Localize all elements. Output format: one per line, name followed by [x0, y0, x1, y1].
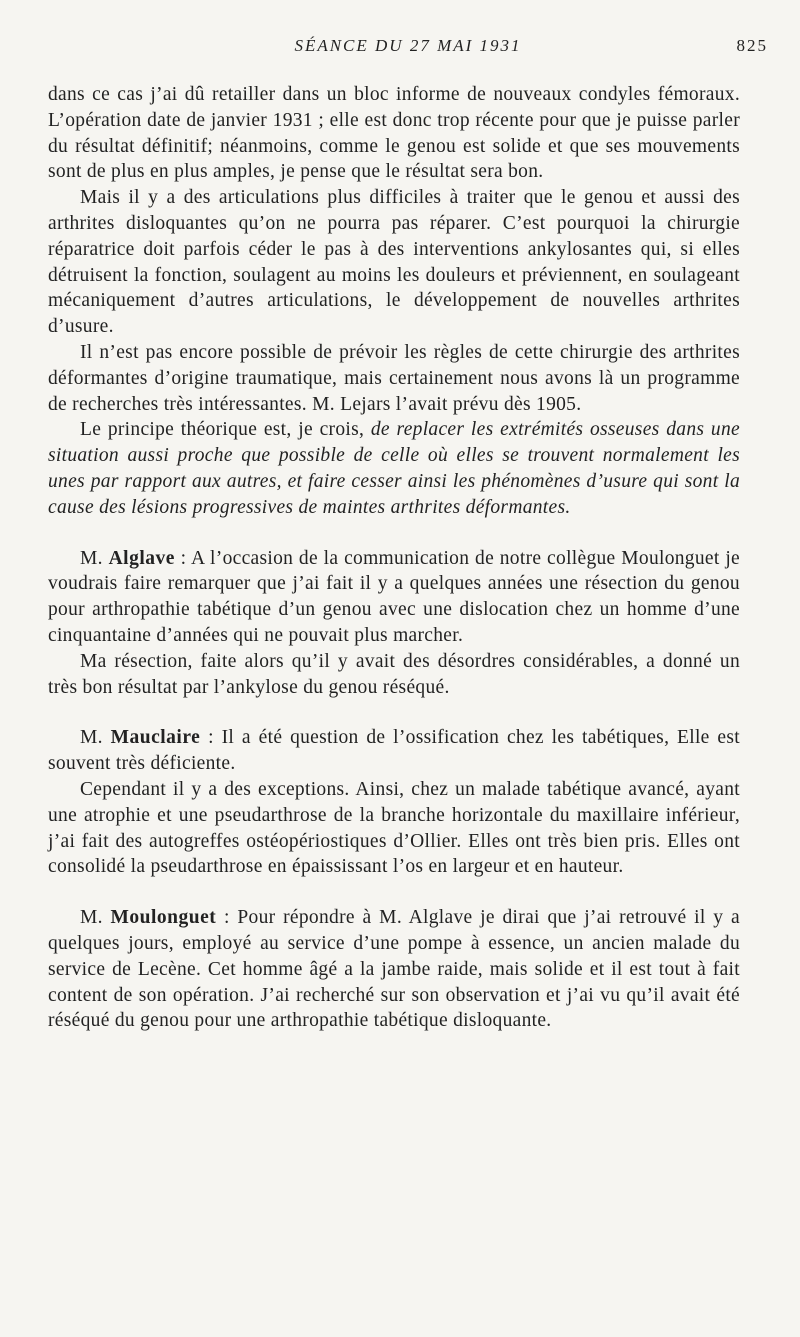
paragraph-2: Mais il y a des articulations plus difficiles à traiter que le genou et aussi des arthrites disloquantes qu’on ne pourra pas réparer. C’est pourquoi la chirurgie réparatrice doit parfois céder le pas à des interventions ankylosantes qui, si elles détruisent la fonction, soulagent au moins les douleurs et préviennent, en soulageant mécaniquement d’autres articulations, le développement de nouvelles arthrites d’usure. [48, 187, 740, 338]
moulonguet-prefix: M. [80, 907, 111, 929]
alglave-text: : A l’occasion de la communication de notre collègue Moulonguet je voudrais faire remarquer que j’ai fait il y a quelques années une résection du genou pour arthropathie tabétique d’un genou avec une dislocation chez un homme d’une cinquantaine d’années qui ne pouvait plus marcher. [48, 547, 740, 646]
speaker-alglave: Alglave [108, 547, 175, 569]
moulonguet-intervention [48, 905, 740, 1034]
speaker-mauclaire: Mauclaire [110, 727, 201, 749]
mauclaire-text: : Il a été question de l’ossification chez les tabétiques, Elle est souvent très déficiente. [48, 727, 740, 775]
alglave-paragraph-2: Ma résection, faite alors qu’il y avait des désordres considérables, a donné un très bon résultat par l’ankylose du genou réséqué. [48, 650, 740, 698]
mauclaire-intervention [48, 725, 740, 777]
paragraph-4-lead: Le principe théorique est, je crois, [80, 419, 371, 441]
paragraph-3: Il n’est pas encore possible de prévoir les règles de cette chirurgie des arthrites déformantes d’origine traumatique, mais certainement nous avons là un programme de recherches très intéressantes. M. Lejars l’avait prévu dès 1905. [48, 341, 740, 415]
paragraph-4-italic: de replacer les extrémités osseuses dans une situation aussi proche que possible de celle où elles se trouvent normalement les unes par rapport aux autres, et faire cesser ainsi les phénomènes d’usure qui sont la cause des lésions progressives de maintes arthrites déformantes. [48, 419, 740, 518]
paragraph-1: dans ce cas j’ai dû retailler dans un bloc informe de nouveaux condyles fémoraux. L’opération date de janvier 1931 ; elle est donc trop récente pour que je puisse parler du résultat définitif; néanmoins, comme le genou est solide et que ses mouvements sont de plus en plus amples, je pense que le résultat sera bon. [48, 84, 740, 183]
running-header [48, 36, 768, 60]
paragraph-4 [48, 417, 740, 520]
body-text [48, 82, 740, 1034]
mauclaire-prefix: M. [80, 727, 111, 749]
alglave-intervention [48, 546, 740, 649]
moulonguet-text: : Pour répondre à M. Alglave je dirai que j’ai retrouvé il y a quelques jours, employé au service d’une pompe à essence, un ancien malade du service de Lecène. Cet homme âgé a la jambe raide, mais solide et il est tout à fait content de son opération. J’ai recherché sur son observation et j’ai vu qu’il avait été réséqué du genou pour une arthropathie tabétique disloquante. [48, 907, 740, 1032]
alglave-prefix: M. [80, 547, 109, 569]
speaker-moulonguet: Moulonguet [110, 907, 217, 929]
page-number: 825 [736, 36, 768, 55]
running-title: SÉANCE DU 27 MAI 1931 [294, 36, 522, 55]
mauclaire-paragraph-2: Cependant il y a des exceptions. Ainsi, chez un malade tabétique avancé, ayant une atrophie et une pseudarthrose de la branche horizontale du maxillaire inférieur, j’ai fait des autogreffes ostéopériostiques d’Ollier. Elles ont très bien pris. Elles ont consolidé la pseudarthrose en épaississant l’os en largeur et en hauteur. [48, 778, 740, 878]
